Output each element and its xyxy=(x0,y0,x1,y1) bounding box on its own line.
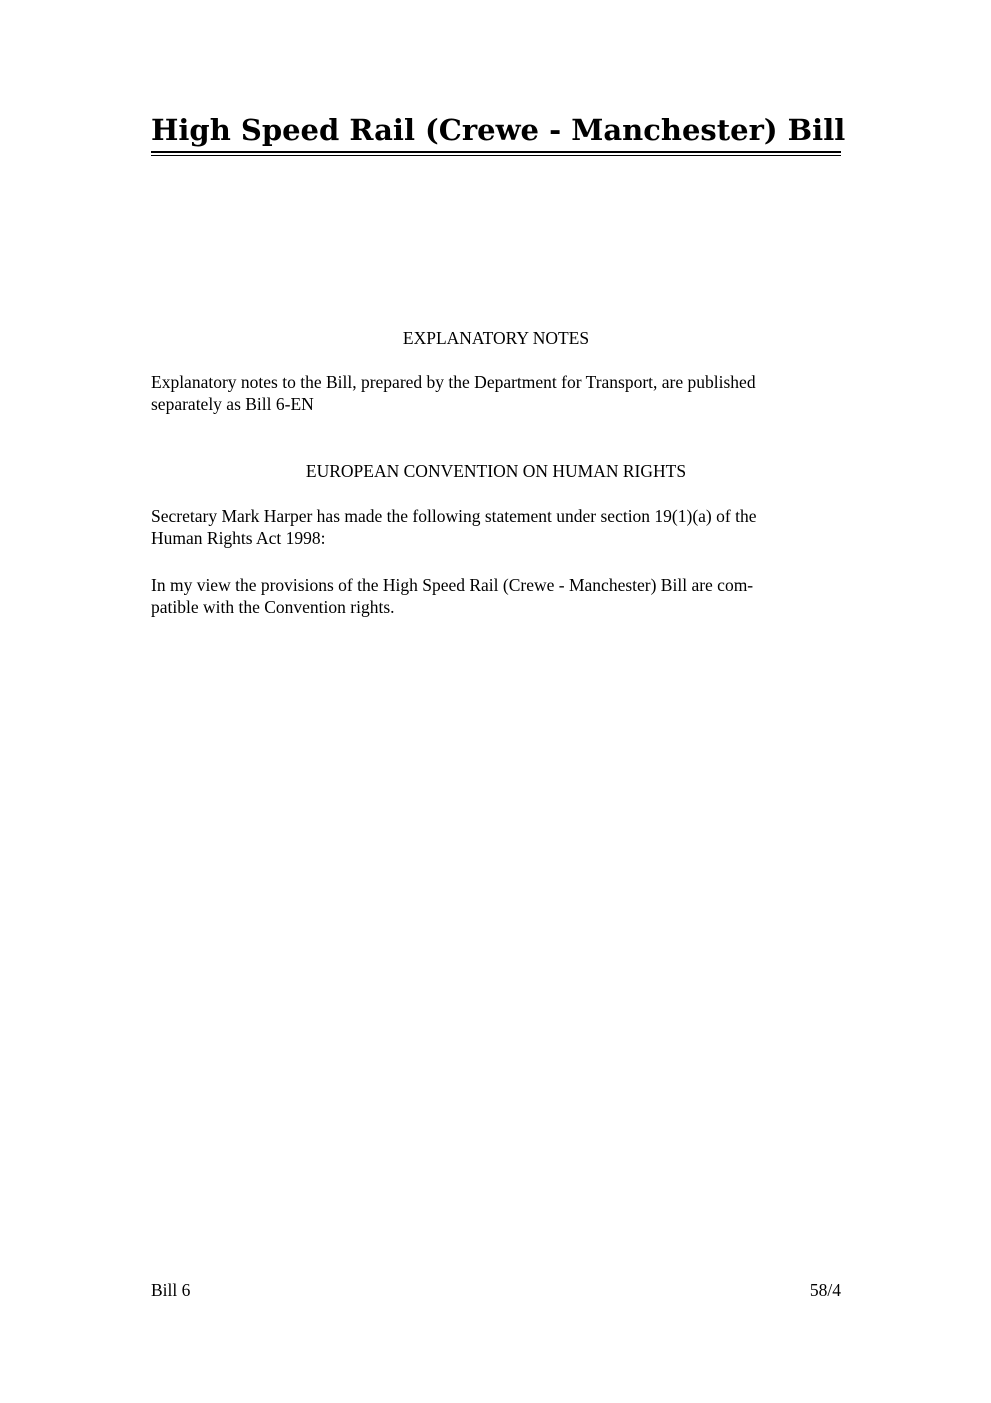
echr-heading: EUROPEAN CONVENTION ON HUMAN RIGHTS xyxy=(305,461,687,481)
explanatory-notes-heading: EXPLANATORY NOTES xyxy=(402,328,590,348)
echr-statement-paragraph xyxy=(151,505,846,549)
title-rule-thick xyxy=(151,151,841,153)
echr-statement-line: Secretary Mark Harper has made the following statement under section 19(1)(a) of the xyxy=(151,506,757,526)
echr-view-paragraph xyxy=(151,574,846,618)
echr-view-line: In my view the provisions of the High Speed Rail (Crewe - Manchester) Bill are com- xyxy=(151,575,754,595)
footer-bill-number: Bill 6 xyxy=(151,1280,191,1300)
bill-title: High Speed Rail (Crewe - Manchester) Bill xyxy=(151,113,846,147)
title-rule-thin xyxy=(151,155,841,156)
echr-view-line: patible with the Convention rights. xyxy=(151,597,395,617)
explanatory-notes-line: separately as Bill 6-EN xyxy=(151,394,314,414)
echr-statement-line: Human Rights Act 1998: xyxy=(151,528,326,548)
explanatory-notes-paragraph xyxy=(151,371,846,415)
explanatory-notes-line: Explanatory notes to the Bill, prepared by the Department for Transport, are published xyxy=(151,372,756,392)
footer-reference: 58/4 xyxy=(809,1280,841,1300)
